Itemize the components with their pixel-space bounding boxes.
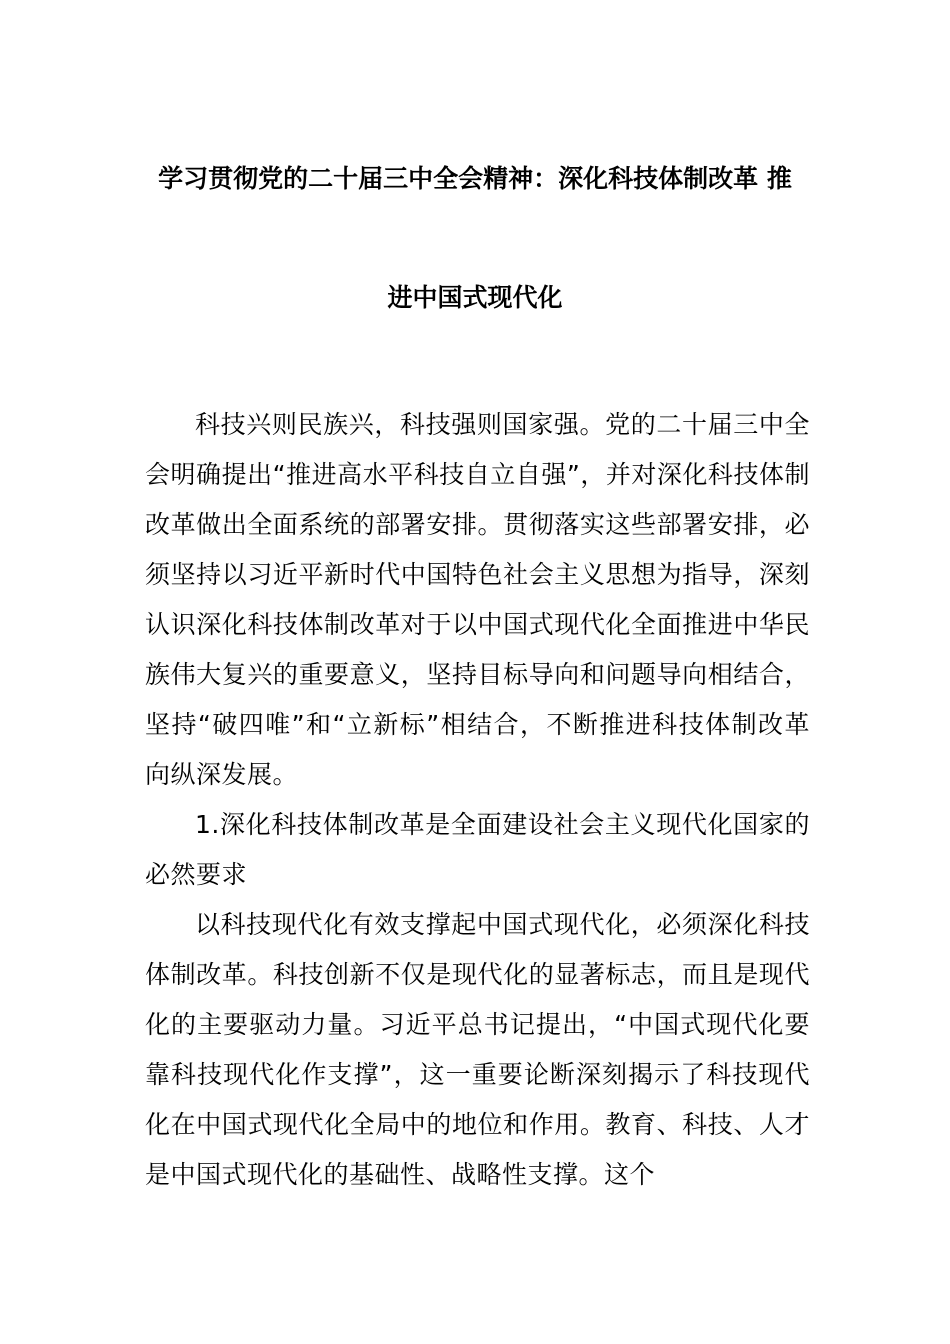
section-heading-1: 1.深化科技体制改革是全面建设社会主义现代化国家的必然要求 [145,810,810,889]
document-title-line-2: 进中国式现代化 [387,283,563,312]
document-body [145,400,810,1200]
paragraph-intro: 科技兴则民族兴，科技强则国家强。党的二十届三中全会明确提出“推进高水平科技自立自强”，并对深化科技体制改革做出全面系统的部署安排。贯彻落实这些部署安排，必须坚持以习近平新时代中国特色社会主义思想为指导，深刻认识深化科技体制改革对于以中国式现代化全面推进中华民族伟大复兴的重要意义，坚持目标导向和问题导向相结合，坚持“破四唯”和“立新标”相结合，不断推进科技体制改革向纵深发展。 [145,410,810,789]
paragraph-section-1: 以科技现代化有效支撑起中国式现代化，必须深化科技体制改革。科技创新不仅是现代化的显著标志，而且是现代化的主要驱动力量。习近平总书记提出，“中国式现代化要靠科技现代化作支撑”，这一重要论断深刻揭示了科技现代化在中国式现代化全局中的地位和作用。教育、科技、人才是中国式现代化的基础性、战略性支撑。这个 [145,910,810,1189]
document-title-line-1: 学习贯彻党的二十届三中全会精神：深化科技体制改革 推 [158,164,792,193]
